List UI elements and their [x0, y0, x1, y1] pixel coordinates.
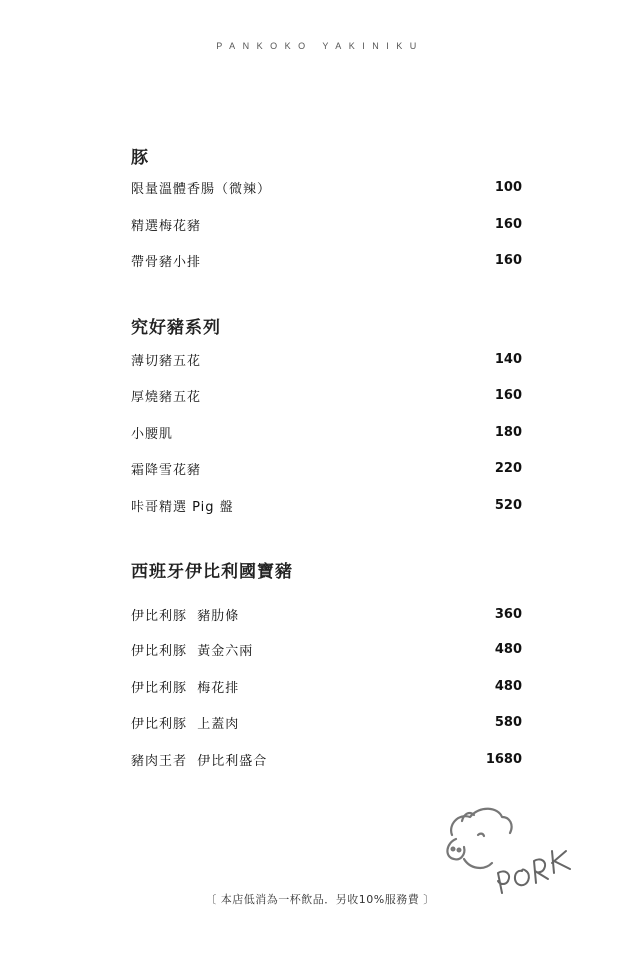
item-name: 伊比利豚 上蓋肉: [131, 716, 240, 732]
item-name: 伊比利豚 黃金六兩: [131, 643, 254, 659]
menu-item: [131, 676, 522, 696]
footer-note: 〔 本店低消為一杯飲品．另收10%服務費 〕: [205, 893, 435, 906]
item-name: 霜降雪花豬: [131, 462, 202, 478]
menu-item: [131, 250, 522, 270]
item-name: 薄切豬五花: [131, 353, 202, 369]
menu-item: [131, 214, 522, 234]
item-price: 480: [494, 641, 522, 657]
item-price: 160: [494, 252, 522, 268]
item-price: 100: [494, 179, 522, 195]
pig-head-icon: [447, 809, 511, 868]
section-title: 豚: [131, 148, 149, 168]
menu-item: [131, 749, 522, 769]
item-price: 160: [494, 387, 522, 403]
section-title: 究好豬系列: [131, 318, 221, 338]
brand-header: PANKOKO YAKINIKU: [216, 41, 424, 51]
item-name: 限量溫體香腸（微辣）: [131, 181, 272, 197]
item-price: 220: [494, 460, 522, 476]
section-title: 西班牙伊比利國寶豬: [131, 562, 293, 582]
menu-item: [131, 349, 522, 369]
item-name: 咔哥精選 Pig 盤: [131, 499, 234, 515]
item-name: 豬肉王者 伊比利盛合: [131, 753, 268, 769]
menu-item: [131, 385, 522, 405]
item-price: 140: [494, 351, 522, 367]
pork-logo: [440, 795, 585, 905]
item-price: 480: [494, 678, 522, 694]
menu-item: [131, 177, 522, 197]
menu-item: [131, 495, 522, 515]
menu-item: [131, 604, 522, 624]
pork-lettering: [498, 851, 570, 893]
item-name: 伊比利豚 豬肋條: [131, 608, 240, 624]
item-price: 360: [494, 606, 522, 622]
menu-item: [131, 422, 522, 442]
item-price: 1680: [485, 751, 522, 767]
item-price: 580: [494, 714, 522, 730]
menu-item: [131, 458, 522, 478]
item-name: 帶骨豬小排: [131, 254, 202, 270]
menu-item: [131, 639, 522, 659]
item-name: 精選梅花豬: [131, 218, 202, 234]
item-price: 180: [494, 424, 522, 440]
item-name: 伊比利豚 梅花排: [131, 680, 240, 696]
item-name: 小腰肌: [131, 426, 174, 442]
item-name: 厚燒豬五花: [131, 389, 202, 405]
menu-item: [131, 712, 522, 732]
item-price: 160: [494, 216, 522, 232]
item-price: 520: [494, 497, 522, 513]
